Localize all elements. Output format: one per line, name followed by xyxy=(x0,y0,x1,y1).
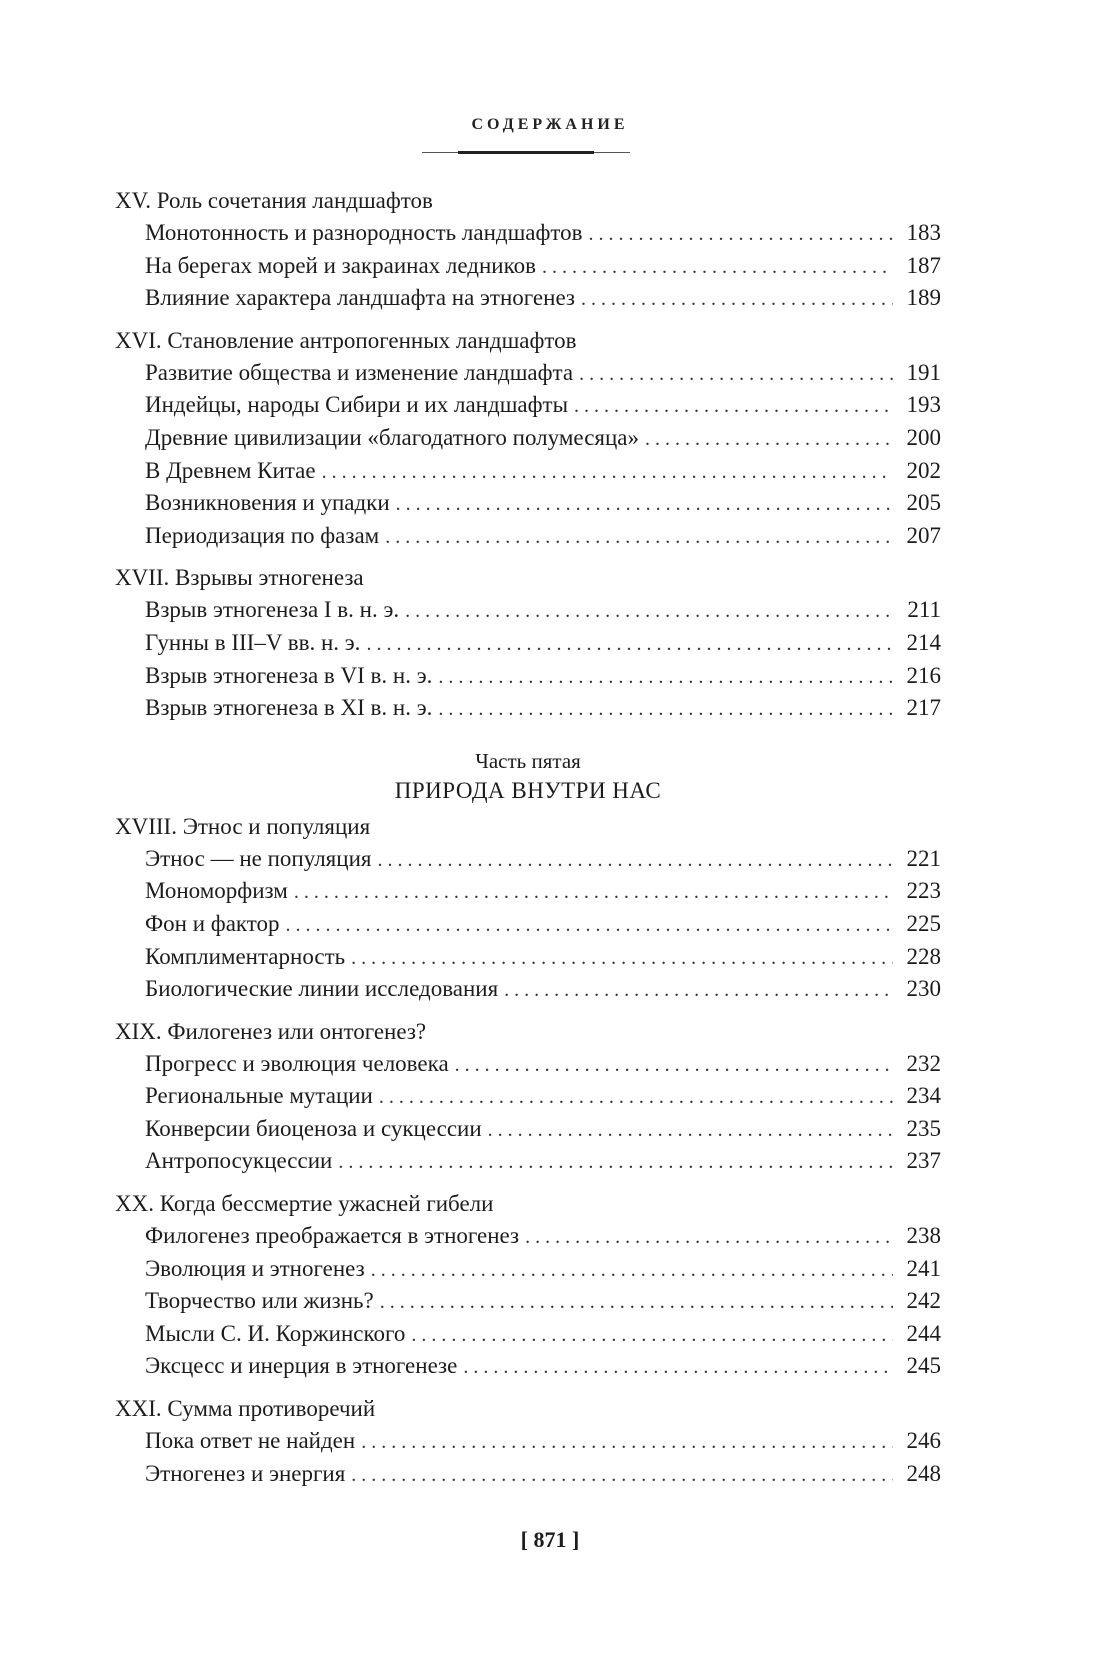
entry-page-number: 183 xyxy=(906,220,941,245)
toc-entry[interactable] xyxy=(115,692,941,725)
entry-page-number: 189 xyxy=(906,285,941,311)
dot-leader xyxy=(322,456,893,489)
toc-entry[interactable] xyxy=(115,357,941,390)
entry-page-number: 246 xyxy=(906,1428,941,1454)
entry-title: Взрыв этногенеза в XI в. н. э. xyxy=(145,695,433,721)
toc-entry[interactable] xyxy=(115,1048,941,1081)
entry-page-number: 191 xyxy=(906,359,941,385)
toc-entry[interactable] xyxy=(115,1318,941,1351)
part-title: ПРИРОДА ВНУТРИ НАС xyxy=(394,777,662,803)
entry-page-number: 242 xyxy=(906,1288,941,1314)
chapter-title[interactable]: XV. Роль сочетания ландшафтов xyxy=(115,188,433,213)
dot-leader xyxy=(351,1459,893,1492)
head-rule-accent xyxy=(458,151,594,154)
dot-leader xyxy=(542,251,893,284)
entry-page-number: 211 xyxy=(907,597,941,623)
toc-entry[interactable] xyxy=(115,1350,941,1383)
toc-entry[interactable] xyxy=(115,627,941,660)
chapter-title[interactable]: XIX. Филогенез или онтогенез? xyxy=(115,1018,427,1044)
entry-page-number: 241 xyxy=(906,1255,941,1281)
toc-entry[interactable] xyxy=(115,1458,941,1491)
entry-title: Пока ответ не найден xyxy=(145,1428,356,1454)
entry-title: Мысли С. И. Коржинского xyxy=(145,1320,406,1346)
entry-title: Влияние характера ландшафта на этногенез xyxy=(145,285,576,311)
toc-entry[interactable] xyxy=(115,422,941,455)
entry-title: Прогресс и эволюция человека xyxy=(145,1050,449,1076)
entry-page-number: 245 xyxy=(906,1353,941,1379)
dot-leader xyxy=(581,283,893,316)
toc-entry[interactable] xyxy=(115,1285,941,1318)
dot-leader xyxy=(371,1254,893,1287)
entry-title: Региональные мутации xyxy=(145,1083,373,1109)
entry-title: Эксцесс и инерция в этногенезе xyxy=(145,1353,458,1379)
entry-page-number: 225 xyxy=(906,910,941,936)
dot-leader xyxy=(438,661,893,694)
dot-leader xyxy=(338,1146,893,1179)
entry-title: Взрыв этногенеза I в. н. э. xyxy=(145,597,400,623)
entry-page-number: 193 xyxy=(906,392,941,418)
entry-page-number: 207 xyxy=(906,522,941,548)
dot-leader xyxy=(379,1081,893,1114)
page-number: [ 871 ] xyxy=(520,1527,580,1552)
toc-entry[interactable] xyxy=(115,389,941,422)
dot-leader xyxy=(396,488,893,521)
toc-entry[interactable] xyxy=(115,843,941,876)
entry-title: Возникновения и упадки xyxy=(145,490,390,516)
entry-title: Биологические линии исследования xyxy=(145,976,499,1002)
toc-chapter xyxy=(115,185,941,315)
entry-title: Эволюция и этногенез xyxy=(145,1255,365,1281)
toc-entry[interactable] xyxy=(115,1425,941,1458)
entry-page-number: 234 xyxy=(906,1083,941,1109)
toc-section-b xyxy=(115,811,941,1491)
entry-title: Этнос — не популяция xyxy=(145,845,372,871)
toc-entry[interactable] xyxy=(115,660,941,693)
toc-entry[interactable] xyxy=(115,1113,941,1146)
dot-leader xyxy=(455,1049,893,1082)
dot-leader xyxy=(438,693,893,726)
entry-title: Гунны в III–V вв. н. э. xyxy=(145,629,361,655)
dot-leader xyxy=(385,521,893,554)
chapter-title[interactable]: XXI. Сумма противоречий xyxy=(115,1396,376,1422)
entry-page-number: 205 xyxy=(906,490,941,516)
entry-page-number: 217 xyxy=(906,695,941,721)
dot-leader xyxy=(645,423,893,456)
entry-page-number: 244 xyxy=(906,1320,941,1346)
entry-title: Конверсии биоценоза и сукцессии xyxy=(145,1115,482,1141)
entry-page-number: 237 xyxy=(906,1148,941,1174)
entry-page-number: 216 xyxy=(906,662,941,688)
chapter-title[interactable]: XVIII. Этнос и популяция xyxy=(115,813,371,839)
entry-title: Периодизация по фазам xyxy=(145,522,380,548)
dot-leader xyxy=(504,974,893,1007)
dot-leader xyxy=(351,942,893,975)
entry-page-number: 221 xyxy=(906,845,941,871)
entry-page-number: 235 xyxy=(906,1115,941,1141)
toc-entry[interactable] xyxy=(115,455,941,488)
dot-leader xyxy=(574,390,893,423)
toc-entry[interactable] xyxy=(115,282,941,315)
entry-page-number: 202 xyxy=(906,457,941,483)
running-head: СОДЕРЖАНИЕ xyxy=(471,116,629,133)
toc-entry[interactable] xyxy=(115,250,941,283)
entry-title: Комплиментарность xyxy=(145,943,346,969)
toc-section-a xyxy=(115,185,941,725)
entry-page-number: 232 xyxy=(906,1050,941,1076)
toc-entry[interactable] xyxy=(115,973,941,1006)
dot-leader xyxy=(525,1221,893,1254)
toc-entry[interactable] xyxy=(115,1080,941,1113)
dot-leader xyxy=(366,628,893,661)
toc-chapter xyxy=(115,1188,941,1383)
entry-title: Филогенез преображается в этногенез xyxy=(145,1223,520,1249)
toc-entry[interactable] xyxy=(115,217,941,250)
toc-entry[interactable] xyxy=(115,487,941,520)
toc-chapter xyxy=(115,1393,941,1490)
entry-page-number: 230 xyxy=(906,976,941,1002)
dot-leader xyxy=(286,909,893,942)
entry-title: Мономорфизм xyxy=(145,878,288,904)
chapter-title[interactable]: XVII. Взрывы этногенеза xyxy=(115,565,364,591)
part-label: Часть пятая xyxy=(475,748,581,773)
dot-leader xyxy=(488,1114,893,1147)
part-heading xyxy=(115,747,941,807)
entry-title: Творчество или жизнь? xyxy=(145,1288,374,1314)
toc-entry[interactable] xyxy=(115,941,941,974)
chapter-title[interactable]: XVI. Становление антропогенных ландшафтов xyxy=(115,327,577,353)
entry-title: Монотонность и разнородность ландшафтов xyxy=(145,220,583,245)
toc-entry[interactable] xyxy=(115,520,941,553)
entry-title: Древние цивилизации «благодатного полумесяца» xyxy=(145,424,639,450)
toc-entry[interactable] xyxy=(115,875,941,908)
entry-title: Развитие общества и изменение ландшафта xyxy=(145,359,574,385)
table-of-contents xyxy=(115,185,941,1500)
dot-leader xyxy=(380,1286,893,1319)
entry-title: В Древнем Китае xyxy=(145,457,316,483)
dot-leader xyxy=(294,876,893,909)
toc-entry[interactable] xyxy=(115,1145,941,1178)
dot-leader xyxy=(463,1351,893,1384)
entry-page-number: 238 xyxy=(906,1223,941,1249)
entry-page-number: 228 xyxy=(906,943,941,969)
entry-page-number: 200 xyxy=(906,424,941,450)
toc-chapter xyxy=(115,811,941,1006)
chapter-title[interactable]: XX. Когда бессмертие ужасней гибели xyxy=(115,1191,494,1217)
entry-page-number: 248 xyxy=(906,1460,941,1486)
toc-chapter xyxy=(115,325,941,553)
toc-entry[interactable] xyxy=(115,594,941,627)
dot-leader xyxy=(405,595,893,628)
entry-page-number: 214 xyxy=(906,629,941,655)
toc-entry[interactable] xyxy=(115,1253,941,1286)
entry-title: Взрыв этногенеза в VI в. н. э. xyxy=(145,662,433,688)
toc-chapter xyxy=(115,562,941,724)
toc-entry[interactable] xyxy=(115,1220,941,1253)
dot-leader xyxy=(377,844,893,877)
dot-leader xyxy=(579,358,893,391)
entry-title: Этногенез и энергия xyxy=(145,1460,346,1486)
dot-leader xyxy=(361,1426,893,1459)
entry-page-number: 223 xyxy=(906,878,941,904)
dot-leader xyxy=(589,218,893,251)
entry-title: Индейцы, народы Сибири и их ландшафты xyxy=(145,392,569,418)
toc-chapter xyxy=(115,1016,941,1178)
entry-title: На берегах морей и закраинах ледников xyxy=(145,252,536,278)
entry-title: Антропосукцессии xyxy=(145,1148,333,1174)
toc-entry[interactable] xyxy=(115,908,941,941)
entry-title: Фон и фактор xyxy=(145,910,280,936)
dot-leader xyxy=(411,1319,893,1352)
entry-page-number: 187 xyxy=(906,252,941,278)
